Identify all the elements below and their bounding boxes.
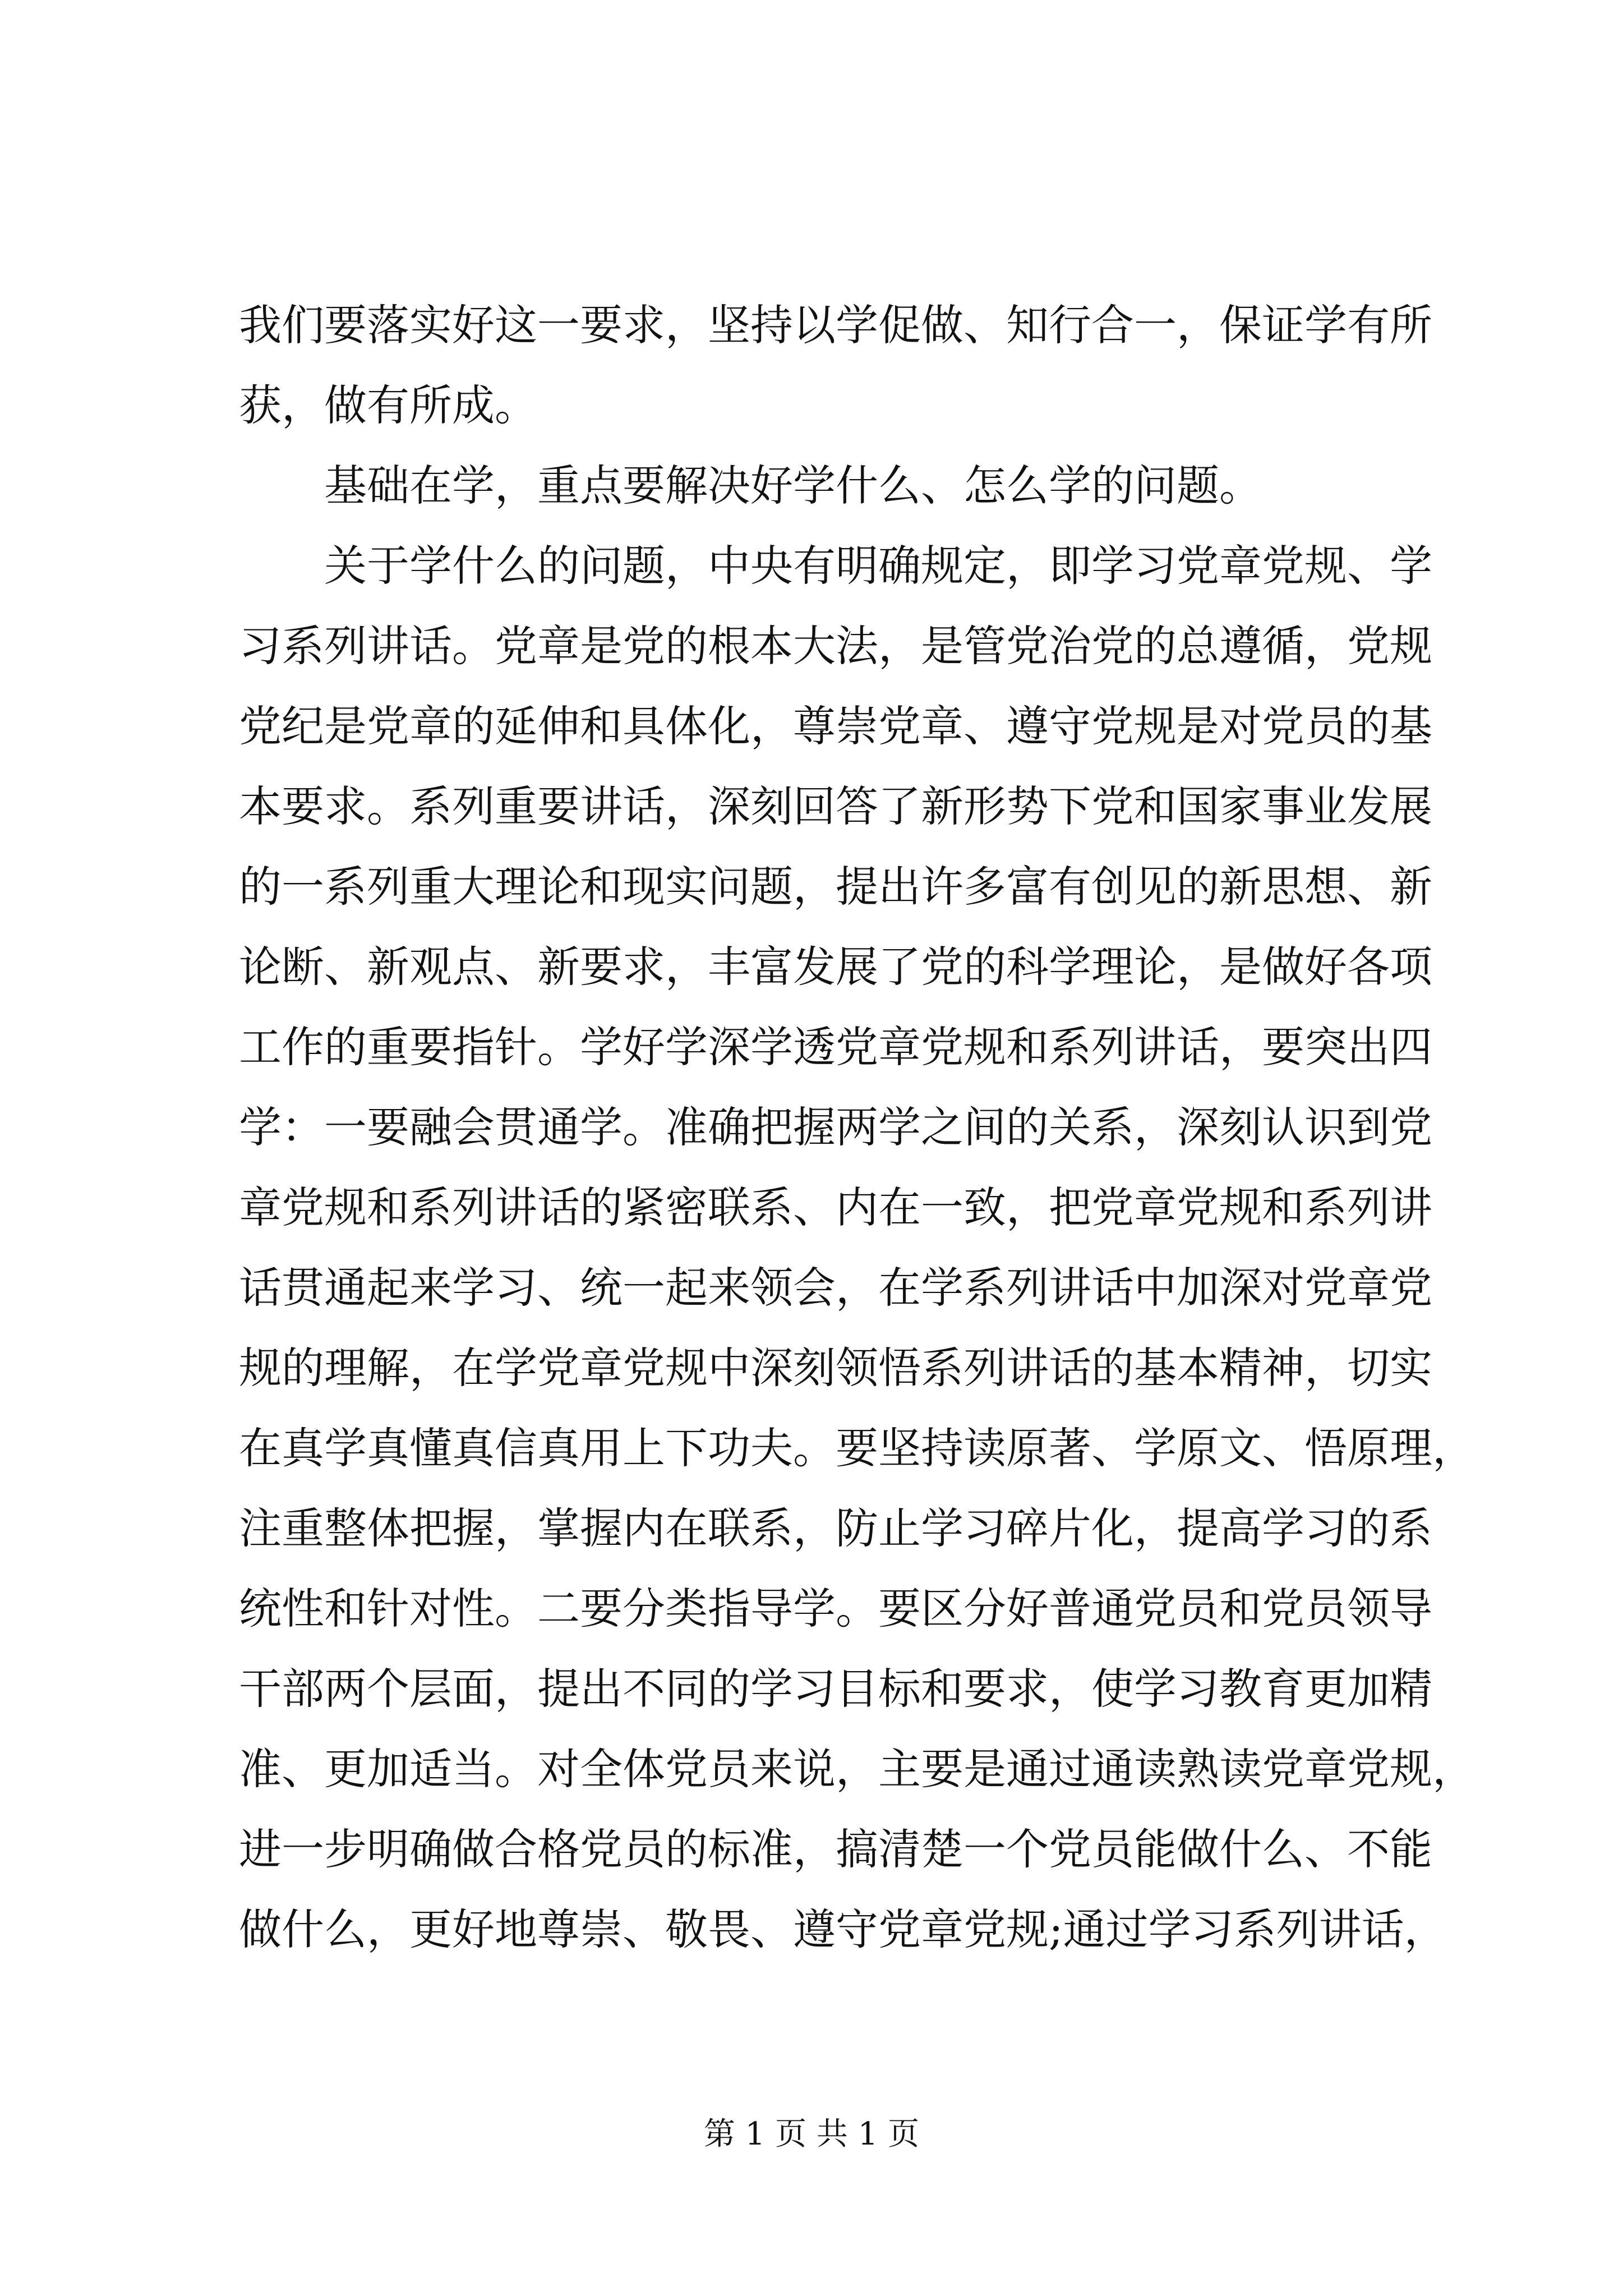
- text-line: 党纪是党章的延伸和具体化，尊崇党章、遵守党规是对党员的基: [239, 701, 1432, 751]
- text-line: 习系列讲话。党章是党的根本大法，是管党治党的总遵循，党规: [239, 621, 1432, 671]
- text-line: 统性和针对性。二要分类指导学。要区分好普通党员和党员领导: [239, 1584, 1432, 1634]
- text-line: 话贯通起来学习、统一起来领会，在学系列讲话中加深对党章党: [239, 1263, 1432, 1313]
- text-line: 论断、新观点、新要求，丰富发展了党的科学理论，是做好各项: [239, 942, 1432, 992]
- text-line: 本要求。系列重要讲话，深刻回答了新形势下党和国家事业发展: [239, 781, 1432, 831]
- page-number-footer: 第 1 页 共 1 页: [703, 2116, 920, 2152]
- paragraph-line: 关于学什么的问题，中央有明确规定，即学习党章党规、学: [324, 541, 1432, 591]
- paragraph-line: 基础在学，重点要解决好学什么、怎么学的问题。: [324, 461, 1262, 510]
- text-line: 做什么，更好地尊崇、敬畏、遵守党章党规;通过学习系列讲话，: [239, 1904, 1447, 1954]
- text-line: 准、更加适当。对全体党员来说，主要是通过通读熟读党章党规，: [239, 1744, 1475, 1794]
- text-line: 学：一要融会贯通学。准确把握两学之间的关系，深刻认识到党: [239, 1102, 1432, 1152]
- text-line: 干部两个层面，提出不同的学习目标和要求，使学习教育更加精: [239, 1664, 1432, 1714]
- text-line: 注重整体把握，掌握内在联系，防止学习碎片化，提高学习的系: [239, 1503, 1432, 1553]
- text-line: 规的理解，在学党章党规中深刻领悟系列讲话的基本精神，切实: [239, 1343, 1432, 1393]
- text-line: 章党规和系列讲话的紧密联系、内在一致，把党章党规和系列讲: [239, 1182, 1432, 1232]
- text-line: 我们要落实好这一要求，坚持以学促做、知行合一，保证学有所: [239, 300, 1432, 350]
- text-line: 的一系列重大理论和现实问题，提出许多富有创见的新思想、新: [239, 862, 1432, 912]
- text-line: 进一步明确做合格党员的标准，搞清楚一个党员能做什么、不能: [239, 1824, 1432, 1874]
- text-line: 工作的重要指针。学好学深学透党章党规和系列讲话，要突出四: [239, 1022, 1432, 1072]
- text-line: 获，做有所成。: [239, 380, 537, 430]
- text-line: 在真学真懂真信真用上下功夫。要坚持读原著、学原文、悟原理，: [239, 1423, 1475, 1473]
